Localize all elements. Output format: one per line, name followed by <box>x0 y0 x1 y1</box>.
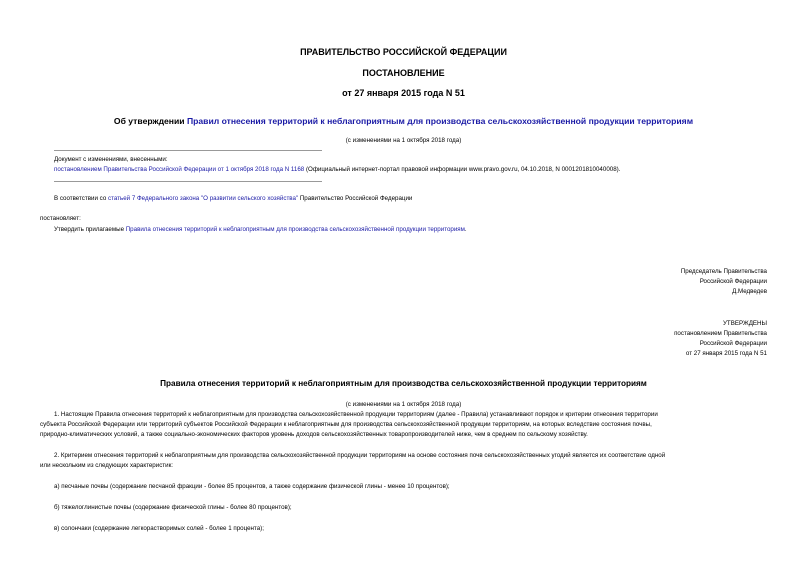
document-date-number: от 27 января 2015 года N 51 <box>342 88 465 98</box>
amendments-top-divider <box>54 150 322 151</box>
clause-1-line-2: субъекта Российской Федерации или территорий субъектов Российской Федерации к неблагоприятным для производства сельскохозяйственной продукции территориям, на которых вследствие состояния почвы, <box>40 421 652 428</box>
approve-prefix: Утвердить прилагаемые <box>54 226 126 233</box>
approved-line-3: от 27 января 2015 года N 51 <box>685 350 767 357</box>
signature-name: Д.Медведев <box>732 288 767 295</box>
approved-title: УТВЕРЖДЕНЫ <box>723 320 767 327</box>
approve-suffix: . <box>464 226 467 233</box>
government-name: ПРАВИТЕЛЬСТВО РОССИЙСКОЙ ФЕДЕРАЦИИ <box>300 47 507 57</box>
amendments-bottom-divider <box>54 181 322 182</box>
document-type: ПОСТАНОВЛЕНИЕ <box>362 68 445 78</box>
approved-line-1: постановлением Правительства <box>674 330 767 337</box>
document-title <box>0 116 807 126</box>
title-prefix: Об утверждении <box>113 116 187 126</box>
signature-position: Председатель Правительства <box>680 268 767 275</box>
amendment-source: (Официальный интернет-портал правовой информации www.pravo.gov.ru, 04.10.2018, N 0001201810040008). <box>304 166 621 173</box>
rules-link[interactable]: Правила отнесения территорий к неблагоприятным для производства сельскохозяйственной продукции территориям <box>125 226 465 233</box>
preamble-prefix: В соответствии со <box>54 195 108 202</box>
clause-2-line-1: 2. Критерием отнесения территорий к неблагоприятным для производства сельскохозяйственной продукции территориям на основе состояния почв сельскохозяйственных угодий является их соответствие одной <box>54 452 666 459</box>
rules-title: Правила отнесения территорий к неблагоприятным для производства сельскохозяйственной продукции территориям <box>160 379 647 388</box>
amendments-line <box>54 166 620 173</box>
clause-2-item-a: а) песчаные почвы (содержание песчаной фракции - более 85 процентов, а также содержание физической глины - менее 10 процентов); <box>54 483 450 490</box>
amendments-label: Документ с изменениями, внесенными: <box>54 156 168 163</box>
resolves-text: постановляет: <box>40 215 81 222</box>
clause-2-item-v: в) солончаки (содержание легкорастворимых солей - более 1 процента); <box>54 525 264 532</box>
edition-note: (с изменениями на 1 октября 2018 года) <box>345 137 462 144</box>
rules-edition-note: (с изменениями на 1 октября 2018 года) <box>345 401 462 408</box>
clause-1-line-1: 1. Настоящие Правила отнесения территорий к неблагоприятным для производства сельскохозяйственной продукции территориям (далее - Правила) устанавливают порядок и критерии отнесения территории <box>54 411 658 418</box>
clause-2-line-2: или нескольким из следующих характеристик: <box>40 462 174 469</box>
preamble <box>54 195 412 202</box>
approved-line-2: Российской Федерации <box>699 340 767 347</box>
law-article-link[interactable]: статьей 7 Федерального закона "О развитии сельского хозяйства" <box>107 195 299 202</box>
approve-clause <box>54 226 467 233</box>
clause-1-line-3: природно-климатических условий, а также социально-экономических факторов уровень доходов сельскохозяйственных товаропроизводителей ниже, чем в среднем по сельскому хозяйству. <box>40 431 588 438</box>
amendment-link[interactable]: постановлением Правительства Российской Федерации от 1 октября 2018 года N 1168 <box>54 166 305 173</box>
preamble-suffix: Правительство Российской Федерации <box>298 195 413 202</box>
title-rules-link[interactable]: Правил отнесения территорий к неблагоприятным для производства сельскохозяйственной продукции территориям <box>186 116 694 126</box>
signature-country: Российской Федерации <box>699 278 767 285</box>
clause-2-item-b: б) тяжелоглинистые почвы (содержание физической глины - более 80 процентов); <box>54 504 292 511</box>
